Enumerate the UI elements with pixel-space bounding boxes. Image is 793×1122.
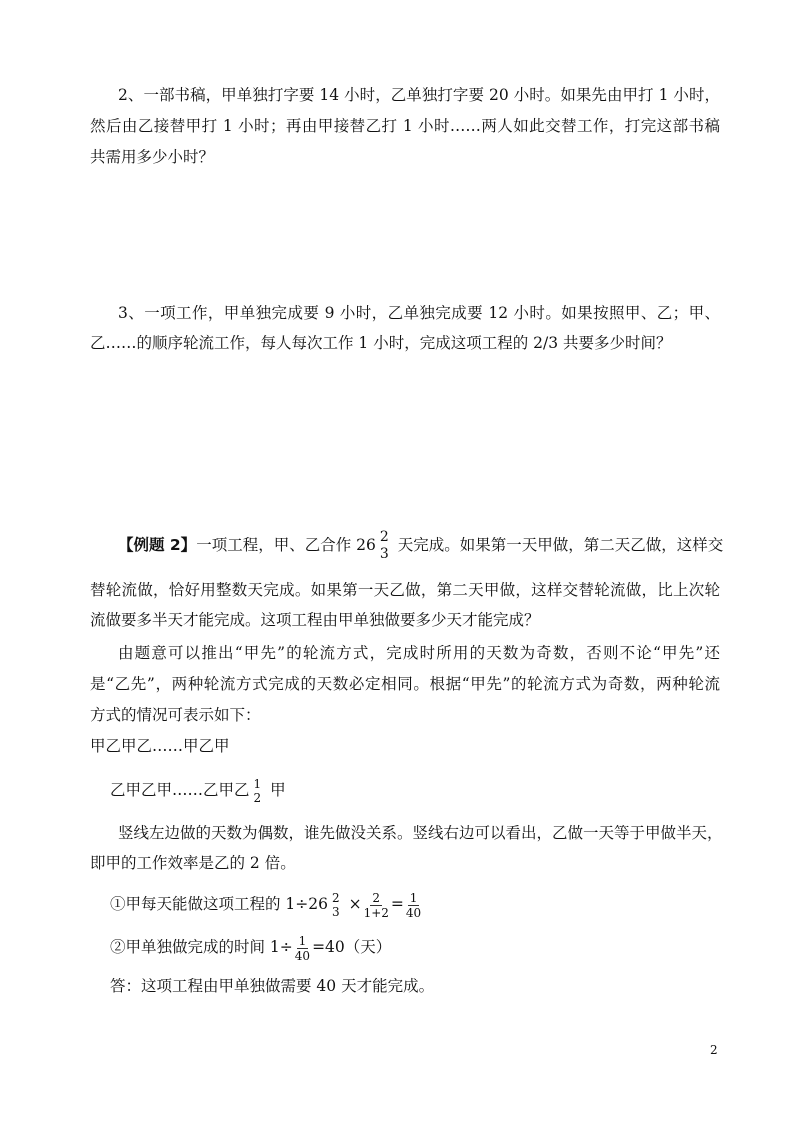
answer: 答：这项工程由甲单独做需要 40 天才能完成。 (110, 977, 435, 995)
solution-p1-line1: 由题意可以推出“甲先”的轮流方式，完成时所用的天数为奇数，否则不论“甲先”还 (118, 644, 720, 662)
example-text: 天完成。如果第一天甲做，第二天乙做，这样交 (392, 536, 724, 554)
example-label: 【例题 2】 (118, 536, 197, 554)
fraction: $\frac{2}{1+2}$ (363, 890, 389, 920)
fraction: 1 2 (253, 777, 262, 805)
q3-line1: 3、一项工作，甲单独完成要 9 小时，乙单独完成要 12 小时。如果按照甲、乙；甲、 (118, 304, 720, 322)
step-text: ①甲每天能做这项工程的 1÷26 (110, 895, 328, 913)
fraction: $\frac{1}{40}$ (294, 933, 311, 963)
step-text: = (390, 895, 404, 913)
sequence-jia-first: 甲乙甲乙……甲乙甲 (90, 737, 230, 755)
example-line3: 流做要多半天才能完成。这项工程由甲单独做要多少天才能完成？ (90, 611, 540, 629)
step-2 (110, 929, 391, 965)
solution-p1-line3: 方式的情况可表示如下： (90, 706, 261, 724)
q3-line2: 乙……的顺序轮流工作，每人每次工作 1 小时，完成这项工程的 2/3 共要多少时间？ (90, 334, 672, 352)
step-text: =40（天） (312, 938, 392, 956)
solution-p2-line2: 即甲的工作效率是乙的 2 倍。 (90, 854, 296, 872)
q2-line3: 共需用多少小时？ (90, 148, 215, 166)
sequence-text: 甲 (265, 781, 286, 799)
fraction: 2 3 (379, 529, 389, 562)
example-line2: 替轮流做，恰好用整数天完成。如果第一天乙做，第二天甲做，这样交替轮流做，比上次轮 (90, 581, 720, 599)
step-text: ②甲单独做完成的时间 1÷ (110, 938, 293, 956)
example-text: 一项工程，甲、乙合作 26 (196, 536, 376, 554)
q2-line2: 然后由乙接替甲打 1 小时；再由甲接替乙打 1 小时……两人如此交替工作，打完这部书稿 (90, 117, 720, 135)
q2-line1: 2、一部书稿，甲单独打字要 14 小时，乙单独打字要 20 小时。如果先由甲打 1 小时， (118, 86, 720, 104)
fraction: 2 3 (332, 891, 340, 919)
fraction: $\frac{1}{40}$ (405, 890, 422, 920)
step-text: × (343, 895, 362, 913)
page-number: 2 (710, 1043, 718, 1057)
solution-p2-line1: 竖线左边做的天数为偶数，谁先做没关系。竖线右边可以看出，乙做一天等于甲做半天， (118, 824, 723, 842)
step-1 (110, 886, 423, 922)
solution-p1-line2: 是“乙先”，两种轮流方式完成的天数必定相同。根据“甲先”的轮流方式为奇数，两种轮流 (90, 675, 720, 693)
sequence-text: 乙甲乙甲……乙甲乙 (110, 781, 250, 799)
example-line1 (118, 527, 723, 563)
sequence-yi-first (110, 772, 286, 808)
